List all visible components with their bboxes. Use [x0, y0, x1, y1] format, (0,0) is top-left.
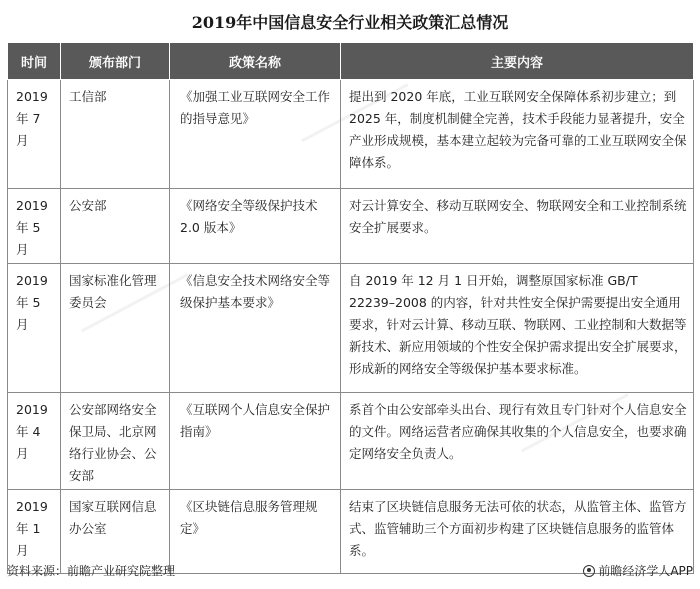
cell-time: 2019 年 1 月 — [8, 490, 61, 574]
cell-dept: 工信部 — [61, 80, 170, 189]
source-note: 资料来源：前瞻产业研究院整理 — [7, 564, 176, 578]
header-content: 主要内容 — [341, 43, 694, 80]
cell-dept: 国家互联网信息办公室 — [61, 490, 170, 574]
header-dept: 颁布部门 — [61, 43, 170, 80]
cell-time: 2019 年 5 月 — [8, 189, 61, 264]
cell-policy: 《互联网个人信息安全保护指南》 — [170, 393, 341, 490]
policy-table — [7, 42, 694, 574]
cell-content: 系首个由公安部牵头出台、现行有效且专门针对个人信息安全的文件。网络运营者应确保其收集的个人信息安全，也要求确定网络安全负责人。 — [341, 393, 694, 490]
table-row — [8, 189, 694, 264]
brand-credit — [583, 562, 693, 579]
cell-policy: 《网络安全等级保护技术 2.0 版本》 — [170, 189, 341, 264]
cell-time: 2019 年 4 月 — [8, 393, 61, 490]
cell-dept: 国家标准化管理委员会 — [61, 264, 170, 393]
cell-time: 2019 年 5 月 — [8, 264, 61, 393]
table-row — [8, 393, 694, 490]
cell-content: 自 2019 年 12 月 1 日开始，调整原国家标准 GB/T 22239–2008 的内容，针对共性安全保护需要提出安全通用要求，针对云计算、移动互联、物联网、工业控制和大数据等新技术、新应用领域的个性安全保护需求提出安全扩展要求，形成新的网络安全等级保护基本要求标准。 — [341, 264, 694, 393]
brand-logo-icon — [583, 565, 595, 577]
cell-content: 对云计算安全、移动互联网安全、物联网安全和工业控制系统安全扩展要求。 — [341, 189, 694, 264]
header-policy: 政策名称 — [170, 43, 341, 80]
cell-time: 2019 年 7 月 — [8, 80, 61, 189]
cell-dept: 公安部 — [61, 189, 170, 264]
cell-policy: 《加强工业互联网安全工作的指导意见》 — [170, 80, 341, 189]
table-header-row — [8, 43, 694, 80]
cell-policy: 《信息安全技术网络安全等级保护基本要求》 — [170, 264, 341, 393]
table-row — [8, 80, 694, 189]
table-row — [8, 264, 694, 393]
page-title: 2019年中国信息安全行业相关政策汇总情况 — [191, 13, 509, 32]
cell-content: 提出到 2020 年底，工业互联网安全保障体系初步建立；到 2025 年，制度机制健全完善，技术手段能力显著提升，安全产业形成规模，基本建立起较为完备可靠的工业互联网安全保障体系。 — [341, 80, 694, 189]
header-time: 时间 — [8, 43, 61, 80]
cell-content: 结束了区块链信息服务无法可依的状态，从监管主体、监管方式、监管辅助三个方面初步构建了区块链信息服务的监管体系。 — [341, 490, 694, 574]
table-row — [8, 490, 694, 574]
cell-dept: 公安部网络安全保卫局、北京网络行业协会、公安部 — [61, 393, 170, 490]
cell-policy: 《区块链信息服务管理规定》 — [170, 490, 341, 574]
brand-label: 前瞻经济学人APP — [598, 564, 693, 578]
